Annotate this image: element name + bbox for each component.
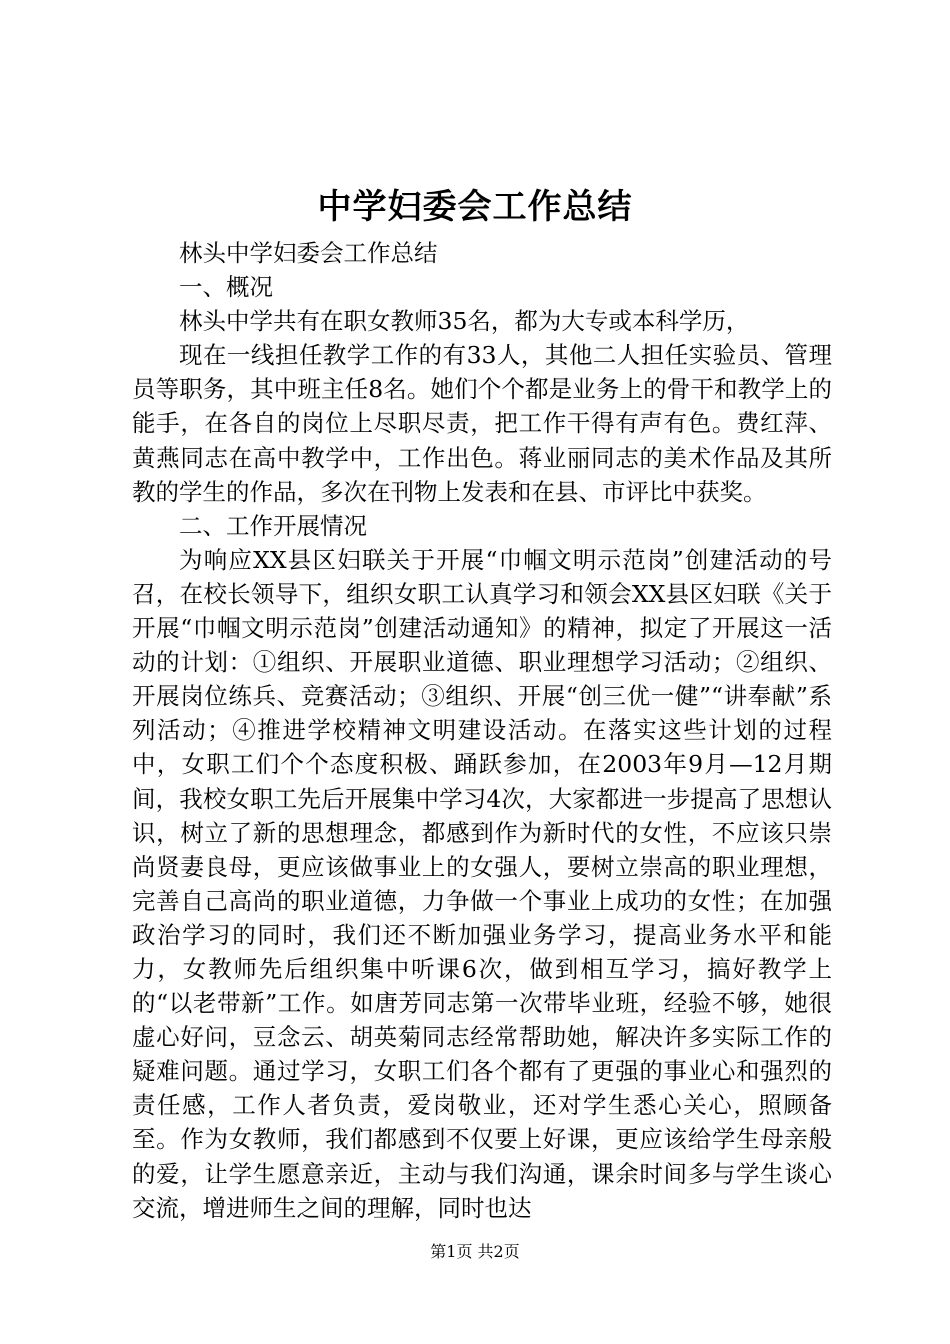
paragraph-overview-2: 现在一线担任教学工作的有33人，其他二人担任实验员、管理员等职务，其中班主任8名。她们个个都是业务上的骨干和教学上的能手，在各自的岗位上尽职尽责，把工作干得有声有色。费红萍、黄燕同志在高中教学中，工作出色。蒋业丽同志的美术作品及其所教的学生的作品，多次在刊物上发表和在县、市评比中获奖。 bbox=[132, 341, 832, 506]
document-title: 中学妇委会工作总结 bbox=[317, 187, 633, 227]
document-body bbox=[132, 236, 832, 1225]
paragraph-subtitle: 林头中学妇委会工作总结 bbox=[179, 239, 438, 267]
paragraph-overview-1: 林头中学共有在职女教师35名，都为大专或本科学历， bbox=[179, 307, 750, 336]
paragraph-section-heading-work: 二、工作开展情况 bbox=[179, 511, 367, 540]
page-footer: 第1页 共2页 bbox=[430, 1242, 520, 1261]
paragraph-section-heading-overview: 一、概况 bbox=[179, 273, 273, 302]
paragraph-work-details: 为响应XX县区妇联关于开展“巾帼文明示范岗”创建活动的号召，在校长领导下，组织女职工认真学习和领会XX县区妇联《关于开展“巾帼文明示范岗”创建活动通知》的精神，拟定了开展这一活动的计划：①组织、开展职业道德、职业理想学习活动；②组织、开展岗位练兵、竞赛活动；③组织、开展“创三优一健”“讲奉献”系列活动；④推进学校精神文明建设活动。在落实这些计划的过程中，女职工们个个态度积极、踊跃参加，在2003年9月—12月期间，我校女职工先后开展集中学习4次，大家都进一步提高了思想认识，树立了新的思想理念，都感到作为新时代的女性，不应该只崇尚贤妻良母，更应该做事业上的女强人，要树立崇高的职业理想，完善自己高尚的职业道德，力争做一个事业上成功的女性；在加强政治学习的同时，我们还不断加强业务学习，提高业务水平和能力，女教师先后组织集中听课6次，做到相互学习，搞好教学上的“以老带新”工作。如唐芳同志第一次带毕业班，经验不够，她很虚心好问，豆念云、胡英菊同志经常帮助她，解决许多实际工作的疑难问题。通过学习，女职工们各个都有了更强的事业心和强烈的责任感，工作人者负责，爱岗敬业，还对学生悉心关心，照顾备至。作为女教师，我们都感到不仅要上好课，更应该给学生母亲般的爱，让学生愿意亲近，主动与我们沟通，课余时间多与学生谈心交流，增进师生之间的理解，同时也达 bbox=[132, 545, 832, 1222]
